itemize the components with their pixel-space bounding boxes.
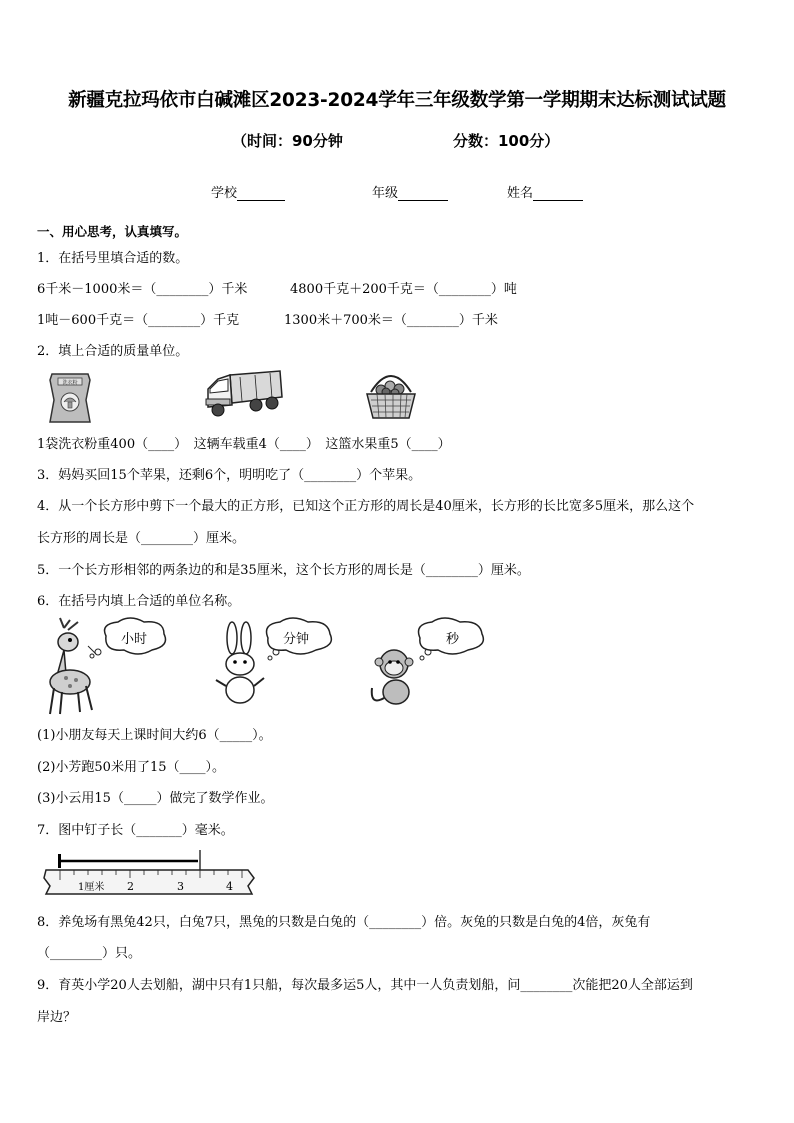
grade-blank[interactable] bbox=[398, 188, 448, 201]
section-heading: 一、用心思考，认真填写。 bbox=[37, 224, 188, 239]
q1-d: 1300米＋700米＝（________）千米 bbox=[284, 313, 498, 328]
school-label: 学校 bbox=[211, 186, 238, 201]
ruler-label-4: 4 bbox=[226, 880, 233, 893]
q1-b: 4800千克＋200千克＝（________）吨 bbox=[290, 282, 517, 297]
monkey-image bbox=[366, 616, 494, 708]
q1-a: 6千米－1000米＝（________）千米 bbox=[37, 282, 248, 297]
ruler-label-1cm: 1厘米 bbox=[78, 882, 105, 893]
q5-text: 5．一个长方形相邻的两条边的和是35厘米，这个长方形的周长是（________）厘米。 bbox=[37, 563, 530, 578]
grade-field[interactable] bbox=[372, 182, 448, 201]
grade-label: 年级 bbox=[372, 186, 399, 201]
speech-bubble-hour: 小时 bbox=[121, 632, 148, 647]
name-field[interactable] bbox=[507, 182, 583, 201]
ruler bbox=[44, 870, 254, 894]
school-field[interactable] bbox=[211, 182, 285, 201]
q3-text: 3．妈妈买回15个苹果，还剩6个，明明吃了（________）个苹果。 bbox=[37, 468, 422, 483]
nail-ruler-image bbox=[42, 848, 260, 900]
q9-line2: 岸边？ bbox=[37, 1010, 77, 1025]
page-title: 新疆克拉玛依市白碱滩区2023-2024学年三年级数学第一学期期末达标测试试题 bbox=[68, 90, 726, 111]
rabbit-image bbox=[212, 616, 340, 708]
fruit-basket-image bbox=[363, 366, 419, 424]
q1-stem: 1．在括号里填合适的数。 bbox=[37, 251, 189, 266]
name-label: 姓名 bbox=[507, 186, 534, 201]
q6-sentence2: (2)小芳跑50米用了15（____）。 bbox=[37, 760, 225, 775]
total-score: 分数：100分） bbox=[453, 132, 560, 150]
q9-line1: 9．育英小学20人去划船，湖中只有1只船，每次最多运5人，其中一人负责划船，问________次能把20人全部运到 bbox=[37, 978, 693, 993]
q6-sentence1: (1)小朋友每天上课时间大约6（_____）。 bbox=[37, 728, 272, 743]
time-limit: （时间：90分钟 bbox=[232, 132, 343, 150]
q1-c: 1吨－600千克＝（________）千克 bbox=[37, 313, 240, 328]
ruler-label-3: 3 bbox=[177, 880, 184, 893]
detergent-bag-image bbox=[46, 370, 94, 428]
name-blank[interactable] bbox=[533, 188, 583, 201]
school-blank[interactable] bbox=[237, 188, 285, 201]
detergent-label: 洗衣粉 bbox=[62, 380, 78, 386]
speech-bubble-minute: 分钟 bbox=[283, 632, 310, 647]
truck-image bbox=[200, 367, 284, 419]
speech-bubble-second: 秒 bbox=[446, 632, 460, 647]
q2-answers: 1袋洗衣粉重400（____） 这辆车载重4（____） 这篮水果重5（____） bbox=[37, 437, 451, 452]
q8-line1: 8．养兔场有黑兔42只，白兔7只，黑兔的只数是白兔的（________）倍。灰兔的只数是白兔的4倍，灰兔有 bbox=[37, 915, 651, 930]
q4-line1: 4．从一个长方形中剪下一个最大的正方形，已知这个正方形的周长是40厘米，长方形的长比宽多5厘米，那么这个 bbox=[37, 499, 695, 514]
q6-stem: 6．在括号内填上合适的单位名称。 bbox=[37, 594, 241, 609]
deer-image bbox=[38, 616, 178, 718]
q6-sentence3: (3)小云用15（_____）做完了数学作业。 bbox=[37, 791, 274, 806]
q7-text: 7．图中钉子长（_______）毫米。 bbox=[37, 823, 234, 838]
ruler-label-2: 2 bbox=[127, 880, 134, 893]
q2-stem: 2．填上合适的质量单位。 bbox=[37, 344, 189, 359]
q8-line2: （________）只。 bbox=[37, 946, 142, 961]
q4-line2: 长方形的周长是（________）厘米。 bbox=[37, 531, 246, 546]
